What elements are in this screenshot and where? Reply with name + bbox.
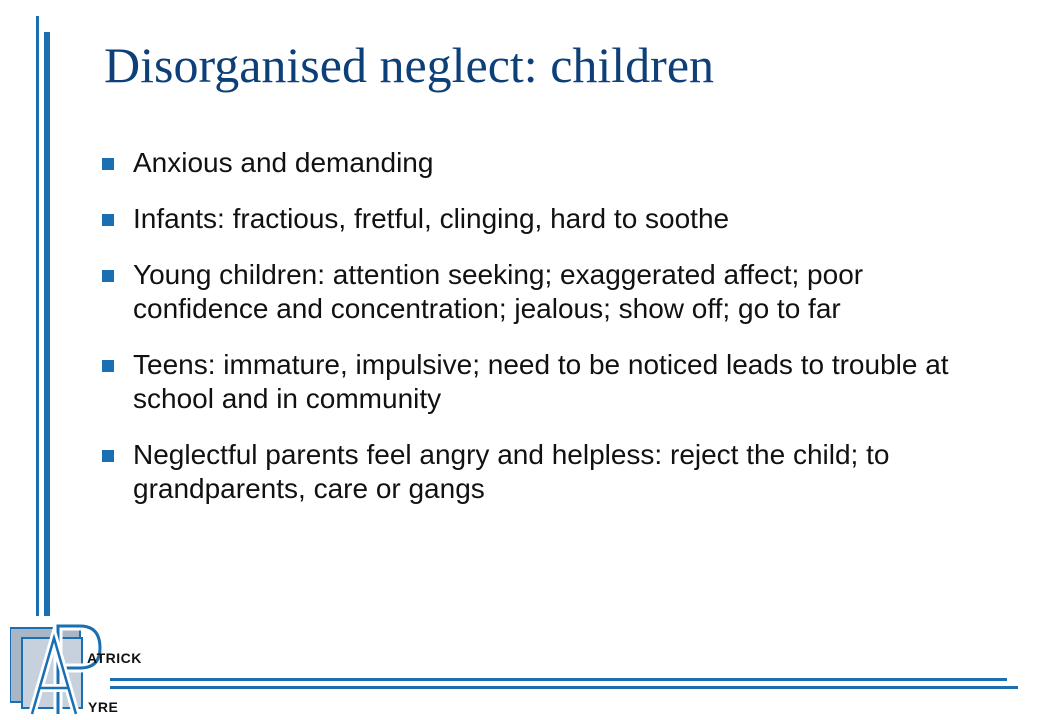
- bottom-border-line-lower: [110, 686, 1018, 689]
- bullet-item: [100, 438, 1000, 506]
- square-bullet-icon: [102, 450, 114, 462]
- square-bullet-icon: [102, 214, 114, 226]
- square-bullet-icon: [102, 270, 114, 282]
- logo-word-patrick: ATRICK: [87, 650, 142, 666]
- bullet-text: Neglectful parents feel angry and helpless: reject the child; to grandparents, care or gangs: [133, 439, 890, 504]
- bullet-text: Infants: fractious, fretful, clinging, hard to soothe: [133, 203, 730, 234]
- logo-word-ayre: YRE: [88, 699, 119, 715]
- bullet-item: [100, 146, 1000, 180]
- bullet-text: Anxious and demanding: [133, 147, 434, 178]
- patrick-ayre-logo-icon: [10, 618, 140, 720]
- bullet-list: [100, 146, 1000, 528]
- bottom-border-line-upper: [110, 678, 1007, 681]
- bullet-item: [100, 202, 1000, 236]
- slide-title: Disorganised neglect: children: [104, 37, 715, 93]
- bullet-text: Young children: attention seeking; exaggerated affect; poor confidence and concentration; jealous; show off; go to far: [133, 259, 864, 324]
- left-border-line-thin: [36, 16, 39, 616]
- bullet-text: Teens: immature, impulsive; need to be noticed leads to trouble at school and in community: [133, 349, 949, 414]
- square-bullet-icon: [102, 360, 114, 372]
- square-bullet-icon: [102, 158, 114, 170]
- left-border-line-thick: [44, 32, 50, 616]
- bullet-item: [100, 258, 1000, 326]
- bullet-item: [100, 348, 1000, 416]
